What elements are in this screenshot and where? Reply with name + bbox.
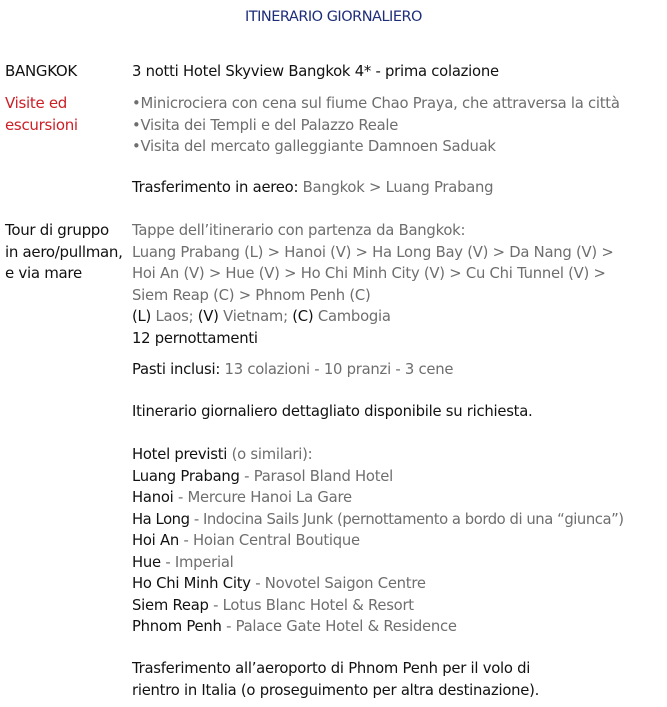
hotel-name: - Lotus Blanc Hotel & Resort (208, 596, 414, 614)
hotel-city: Ho Chi Minh City (132, 575, 251, 592)
country-legend (132, 306, 662, 328)
meals-label: Pasti inclusi: (132, 361, 225, 378)
tour-route (132, 220, 662, 349)
tour-label-line: Tour di gruppo (5, 221, 109, 239)
bangkok-label: BANGKOK (5, 62, 77, 80)
tour-label-line: e via mare (5, 264, 82, 282)
route-line: Tappe dell’itinerario con partenza da Bangkok: (132, 222, 466, 239)
hotel-city: Hoi An (132, 532, 179, 549)
detail-note: Itinerario giornaliero dettagliato disponibile su richiesta. (132, 403, 533, 420)
hotel-city: Phnom Penh (132, 618, 222, 635)
hotel-name: - Indocina Sails Junk (pernottamento a bordo di una “giunca”) (189, 510, 624, 528)
route-line: Hoi An (V) > Hue (V) > Ho Chi Minh City (V) > Cu Chi Tunnel (V) > (132, 265, 606, 282)
visits-label-line: escursioni (5, 115, 78, 134)
visit-item: •Visita del mercato galleggiante Damnoen Saduak (132, 138, 496, 155)
legend-country: Laos; (151, 308, 198, 325)
flight-transfer (132, 177, 662, 199)
final-transfer (132, 658, 662, 701)
final-transfer-line: Trasferimento all’aeroporto di Phnom Penh per il volo di (132, 660, 531, 677)
tour-label (5, 220, 123, 285)
hotels-heading: Hotel previsti (132, 446, 232, 463)
route-line: Siem Reap (C) > Phnom Penh (C) (132, 286, 371, 304)
hotel-row (132, 552, 662, 574)
final-transfer-line: rientro in Italia (o proseguimento per altra destinazione). (132, 681, 540, 699)
legend-code: (V) (197, 308, 219, 325)
visits-label-line: Visite ed (5, 94, 68, 112)
visit-item: •Visita dei Templi e del Palazzo Reale (132, 116, 399, 134)
visits-list (132, 93, 662, 158)
route-line: Luang Prabang (L) > Hanoi (V) > Ha Long Bay (V) > Da Nang (V) > (132, 243, 614, 261)
legend-country: Vietnam; (218, 308, 293, 325)
hotel-row (132, 466, 662, 488)
nights-count: 12 pernottamenti (132, 329, 258, 347)
bangkok-stay: 3 notti Hotel Skyview Bangkok 4* - prima colazione (132, 63, 499, 80)
meals-block (132, 359, 662, 381)
legend-country: Cambogia (313, 308, 391, 325)
hotel-city: Hue (132, 553, 161, 571)
hotel-name: - Hoian Central Boutique (179, 532, 360, 549)
page-title: ITINERARIO GIORNALIERO (245, 9, 422, 25)
bangkok-stay-block (132, 61, 662, 83)
hotel-name: - Imperial (160, 553, 234, 571)
hotels-list (132, 444, 662, 638)
flight-transfer-route: Bangkok > Luang Prabang (302, 179, 494, 196)
hotel-row (132, 509, 662, 531)
hotel-city: Hanoi (132, 489, 174, 506)
tour-label-line: in aero/pullman, (5, 242, 123, 261)
hotel-name: - Parasol Bland Hotel (239, 467, 394, 485)
visits-label (5, 93, 78, 136)
hotel-city: Luang Prabang (132, 467, 240, 485)
legend-code: (L) (132, 308, 152, 325)
hotel-name: - Mercure Hanoi La Gare (173, 489, 352, 506)
meals-value: 13 colazioni - 10 pranzi - 3 cene (224, 361, 454, 378)
hotel-row (132, 573, 662, 595)
hotel-city: Ha Long (132, 510, 190, 528)
hotel-row (132, 595, 662, 617)
hotel-row (132, 487, 662, 509)
hotel-row (132, 616, 662, 638)
hotel-city: Siem Reap (132, 596, 209, 614)
flight-transfer-label: Trasferimento in aereo: (132, 179, 303, 196)
legend-code: (C) (292, 308, 314, 325)
hotel-name: - Palace Gate Hotel & Residence (221, 618, 457, 635)
hotel-row (132, 530, 662, 552)
hotel-name: - Novotel Saigon Centre (250, 575, 426, 592)
hotels-heading-note: (o similari): (231, 446, 313, 463)
visit-item: •Minicrociera con cena sul fiume Chao Praya, che attraversa la città (132, 95, 620, 112)
detail-note-block (132, 401, 662, 423)
